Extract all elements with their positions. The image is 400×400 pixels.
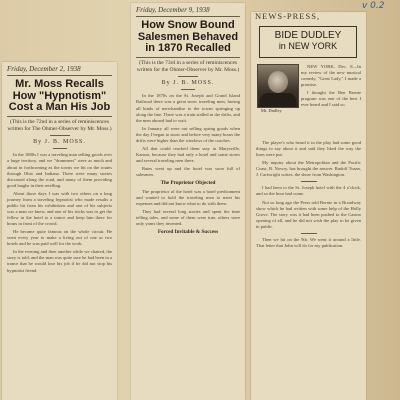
handwritten-annotation: v 0.2 (362, 1, 385, 11)
paragraph: Rates went up and the hotel was soon full of salesmen. (136, 166, 240, 178)
paragraph: All that could reached them stay in Marysville, Kansas, because they had only a hotel and some stores and several traveling men there. (136, 145, 240, 164)
article-body (136, 93, 240, 236)
divider (136, 16, 240, 17)
paragraph: The proprietor of the hotel was a hotel predicament and wanted to hold the traveling men to meet his expenses and did not know what to do with them. (136, 189, 240, 207)
paragraph: He became quite famous on the whole circuit. He went every year to make a living out of one or two hotels and he was paid well for the work. (7, 229, 112, 247)
paragraph: I had been to the St. Joseph hotel with the 4 o'clock, and so the hour had come. (256, 185, 361, 197)
headline-line: How "Hypnotism" (12, 89, 107, 102)
column-subtitle: in NEW YORK (278, 41, 338, 51)
paragraph: In the evening and then another while we chatted, the story is told, and the man was quite sure he had been in a trance that he would lose his job if he did not stop his hypnotist friend. (7, 249, 112, 273)
subheading: The Proprietor Objected (160, 180, 216, 187)
divider (301, 181, 317, 182)
divider (7, 116, 112, 117)
clipping-date: Friday, December 9, 1938 (136, 6, 210, 14)
paragraph: In the 1880s I was a traveling man selling goods over a large territory, and we "drummers" were as much and about in forthcoming as the towns we hit on the routes through Ohio and Indiana. There were many stories discussed along the road, and many of them providing good laughs in their retelling. (7, 152, 112, 188)
divider (50, 135, 70, 136)
author-photo (257, 64, 299, 108)
article-body (256, 140, 361, 251)
portrait-suit (260, 93, 296, 107)
divider (53, 148, 67, 149)
headline (7, 79, 112, 114)
headline-line: Salesmen Behaved (137, 30, 239, 43)
middle-clipping (131, 3, 245, 400)
divider (301, 233, 317, 234)
byline: By J. B. MOSS. (161, 80, 215, 87)
headline (136, 20, 240, 55)
column-title: BIDE DUDLEY (274, 30, 342, 41)
paragraph: In January all were out selling spring goods when the day I began to snow and before very many hours the drifts were higher than the windows of the coaches. (136, 125, 240, 143)
article-body (7, 152, 112, 273)
portrait-face (268, 71, 288, 93)
column-header-box (259, 26, 357, 58)
paragraph: The player's who heard it in the play had some good things to say about it and said they liked the way the lines were put. (256, 140, 361, 158)
divider (181, 89, 195, 90)
intro-note: (This is the 73rd in a series of reminiscences written for the Ohmer-Observer by Mr. Moss.) (136, 59, 240, 73)
left-clipping (2, 62, 117, 400)
newspaper-masthead: NEWS-PRESS, (255, 11, 321, 21)
photo-caption: Mr. Dudley (261, 108, 282, 113)
divider (136, 57, 240, 58)
clipping-date: Friday, December 2, 1938 (7, 65, 81, 73)
headline-line: Mr. Moss Recalls (15, 78, 104, 90)
paragraph: In the 1870s on the St. Joseph and Grand Island Railroad there was a great snow traveling men, having all kinds of merchandise to the towns springing up along the line. There was a train stalled in the drifts, and the men aboard had to wait. (136, 93, 240, 123)
subheading: Forced Invitable & Success (157, 229, 219, 236)
paragraph: My inquiry about the Metropolitan and the Pacific Coast, B. Nowry, has brought the answer. Rudolf Tusan, J. Cartwright writes, the show from Washington. (256, 160, 361, 178)
intro-note: (This is the 72nd in a series of reminiscences written for The Ohmer-Observer by Mr. Moss.) (7, 118, 112, 132)
paragraph: About those days I was with two others on a long journey from a traveling hypnotist who made results a public hit from his exhibitions and one of his subjects was a man we knew, and one of his tricks was to get the fellow in the hotel to a trance and keep him there for hours in front of the crowd. (7, 190, 112, 227)
divider (7, 75, 112, 76)
headline-line: How Snow Bound (141, 19, 235, 31)
headline-line: in 1870 Recalled (145, 42, 231, 55)
paragraph: I thought the Ben Bernie program was one of the best I ever heard and I said so. (301, 90, 361, 108)
paragraph: Not so long ago the Press told Bernie in a Broadway show which he had written with some help of the Holly Grove. The story was it had been pushed to the Casino opening of all, and he did not wish the play to be given in public. (256, 199, 361, 229)
paragraph: Then we hit on the 9th. We went it around a little. That letter that John will do for my publication. (256, 236, 361, 248)
article-body-top (301, 64, 361, 110)
headline-line: Cost a Man His Job (8, 101, 111, 114)
right-clipping (251, 12, 366, 400)
byline: By J. B. MOSS. (33, 139, 86, 146)
divider (178, 76, 198, 77)
paragraph: NEW YORK, Dec. 8—In my review of the new musical comedy, "Great Lady," I made a promise. (301, 64, 361, 88)
paragraph: They had several long stories and spent the time telling tales, and some of them were true, others were only yarns they invented. (136, 209, 240, 227)
